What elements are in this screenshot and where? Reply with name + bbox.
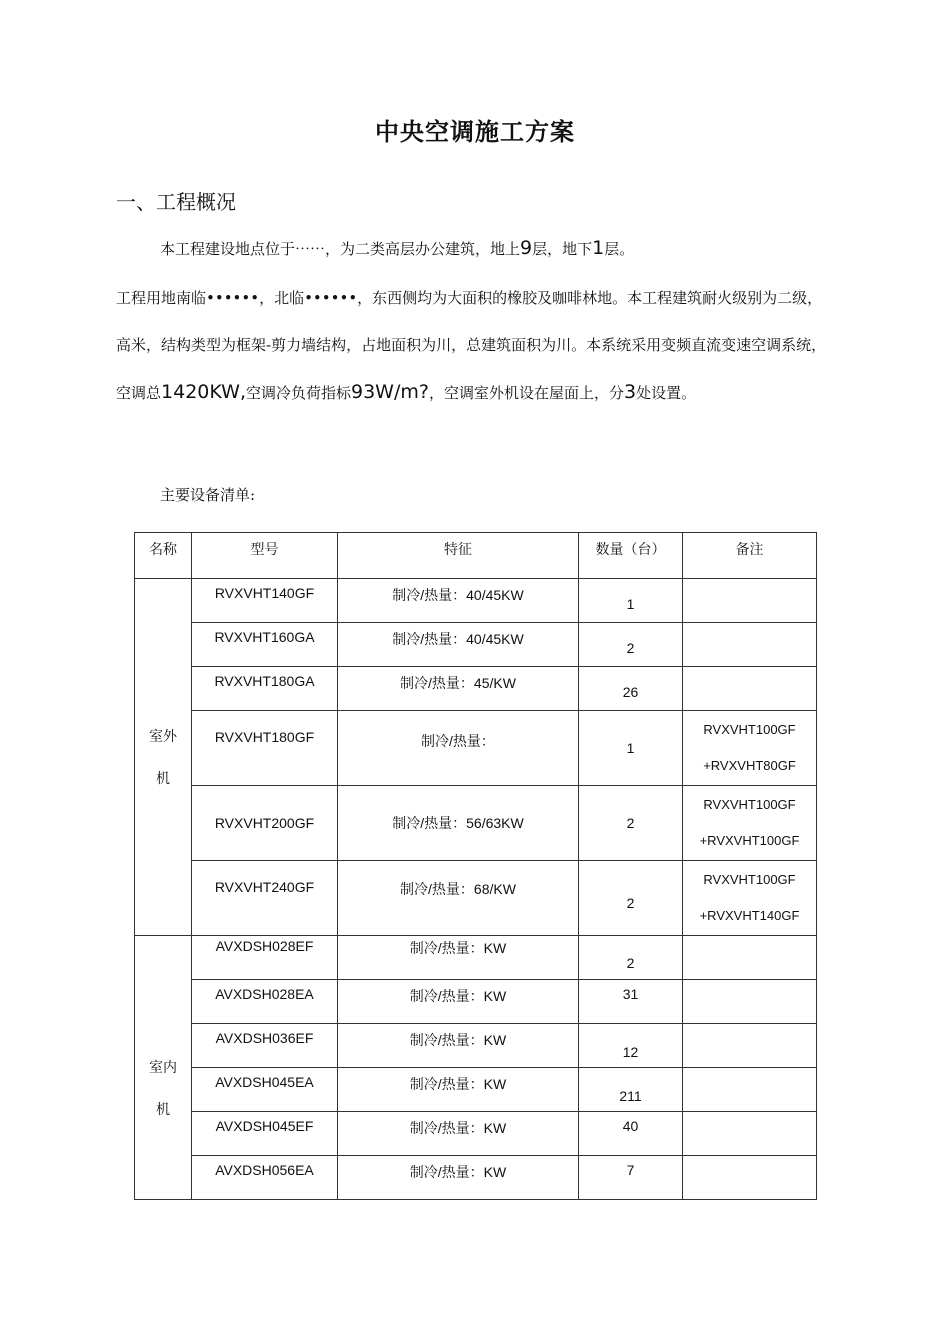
cell-feature: 制冷/热量： <box>338 711 579 786</box>
locations-value: 3 <box>623 381 637 403</box>
cell-quantity: 12 <box>579 1024 683 1068</box>
table-row <box>135 1024 817 1068</box>
table-row <box>135 623 817 667</box>
header-feature: 特征 <box>338 533 579 579</box>
table-row <box>135 786 817 861</box>
paragraph-text: 本工程建设地点位于⋯⋯，为二类高层办公建筑，地上 <box>160 240 521 258</box>
section-heading: 一、工程概况 <box>116 190 236 214</box>
table-row <box>135 1156 817 1200</box>
group-name-line: 室内 <box>149 1058 177 1075</box>
group-name-line: 机 <box>156 1100 170 1117</box>
table-row <box>135 711 817 786</box>
note-line: +RVXVHT140GF <box>699 908 800 923</box>
total-capacity-value: 1420KW, <box>161 381 246 403</box>
table-row <box>135 1068 817 1112</box>
header-quantity: 数量（台） <box>579 533 683 579</box>
note-line: RVXVHT100GF <box>703 872 796 887</box>
cell-feature: 制冷/热量：45/KW <box>338 667 579 711</box>
group-name-line: 室外 <box>149 728 177 744</box>
equipment-list-label: 主要设备清单: <box>160 486 256 504</box>
cell-feature: 制冷/热量：KW <box>338 980 579 1024</box>
cell-quantity: 1 <box>579 579 683 623</box>
document-title: 中央空调施工方案 <box>375 118 575 146</box>
cell-model: RVXVHT200GF <box>192 786 338 861</box>
cell-feature: 制冷/热量：KW <box>338 1068 579 1112</box>
cell-feature: 制冷/热量：68/KW <box>338 861 579 936</box>
paragraph-location <box>116 225 834 273</box>
cell-feature: 制冷/热量：40/45KW <box>338 579 579 623</box>
table-row <box>135 1112 817 1156</box>
cell-feature: 制冷/热量：40/45KW <box>338 623 579 667</box>
cell-quantity: 211 <box>579 1068 683 1112</box>
cell-model: AVXDSH045EF <box>192 1112 338 1156</box>
cell-model: AVXDSH056EA <box>192 1156 338 1200</box>
cell-model: RVXVHT180GA <box>192 667 338 711</box>
note-line: RVXVHT100GF <box>703 722 796 737</box>
paragraph-text: ，空调室外机设在屋面上，分 <box>428 384 624 402</box>
cell-quantity: 2 <box>579 786 683 861</box>
cell-feature: 制冷/热量：KW <box>338 1112 579 1156</box>
paragraph-text: 层。 <box>604 240 635 258</box>
group-name-indoor <box>135 936 192 1200</box>
cell-quantity: 7 <box>579 1156 683 1200</box>
group-name-outdoor <box>135 579 192 936</box>
cell-model: AVXDSH045EA <box>192 1068 338 1112</box>
paragraph-overview <box>116 275 834 417</box>
cell-note <box>683 786 817 861</box>
table-header-row <box>135 533 817 579</box>
cell-note <box>683 623 817 667</box>
cell-model: AVXDSH036EF <box>192 1024 338 1068</box>
table-row <box>135 667 817 711</box>
cell-note <box>683 579 817 623</box>
cell-feature: 制冷/热量：KW <box>338 936 579 980</box>
table-row <box>135 579 817 623</box>
note-line: +RVXVHT80GF <box>703 758 796 773</box>
cell-quantity: 26 <box>579 667 683 711</box>
paragraph-text: 处设置。 <box>636 384 697 402</box>
floors-above-value: 9 <box>520 237 533 259</box>
table-row <box>135 980 817 1024</box>
paragraph-text: 工程用地南临••••••，北临••••••，东西侧均为大面积的橡胶及咖啡林地。本工程建筑耐火级别为二级，高米，结构类型为框架-剪力墙结构，占地面积为川，总建筑面积为川。本系统采用变频直流变速空调系统，空调总 <box>116 289 827 402</box>
load-index-value: 93W/m? <box>351 381 429 403</box>
paragraph-text: 层，地下 <box>532 240 593 258</box>
cell-feature: 制冷/热量：KW <box>338 1156 579 1200</box>
cell-quantity: 1 <box>579 711 683 786</box>
cell-model: RVXVHT140GF <box>192 579 338 623</box>
cell-note <box>683 1156 817 1200</box>
cell-quantity: 31 <box>579 980 683 1024</box>
cell-model: AVXDSH028EF <box>192 936 338 980</box>
cell-note <box>683 1024 817 1068</box>
cell-quantity: 2 <box>579 623 683 667</box>
table-row <box>135 861 817 936</box>
cell-model: RVXVHT160GA <box>192 623 338 667</box>
table-row <box>135 936 817 980</box>
header-note: 备注 <box>683 533 817 579</box>
cell-note <box>683 861 817 936</box>
cell-note <box>683 667 817 711</box>
note-line: RVXVHT100GF <box>703 797 796 812</box>
cell-note <box>683 1112 817 1156</box>
cell-note <box>683 936 817 980</box>
cell-note <box>683 711 817 786</box>
note-line: +RVXVHT100GF <box>699 833 800 848</box>
cell-model: RVXVHT240GF <box>192 861 338 936</box>
cell-model: AVXDSH028EA <box>192 980 338 1024</box>
paragraph-text: 空调冷负荷指标 <box>245 384 351 402</box>
header-model: 型号 <box>192 533 338 579</box>
equipment-table <box>134 532 817 1200</box>
group-name-line: 机 <box>156 770 170 786</box>
cell-note <box>683 1068 817 1112</box>
cell-quantity: 40 <box>579 1112 683 1156</box>
cell-quantity: 2 <box>579 936 683 980</box>
cell-note <box>683 980 817 1024</box>
floors-below-value: 1 <box>592 237 605 259</box>
cell-feature: 制冷/热量：KW <box>338 1024 579 1068</box>
cell-quantity: 2 <box>579 861 683 936</box>
cell-model: RVXVHT180GF <box>192 711 338 786</box>
header-name: 名称 <box>135 533 192 579</box>
cell-feature: 制冷/热量：56/63KW <box>338 786 579 861</box>
